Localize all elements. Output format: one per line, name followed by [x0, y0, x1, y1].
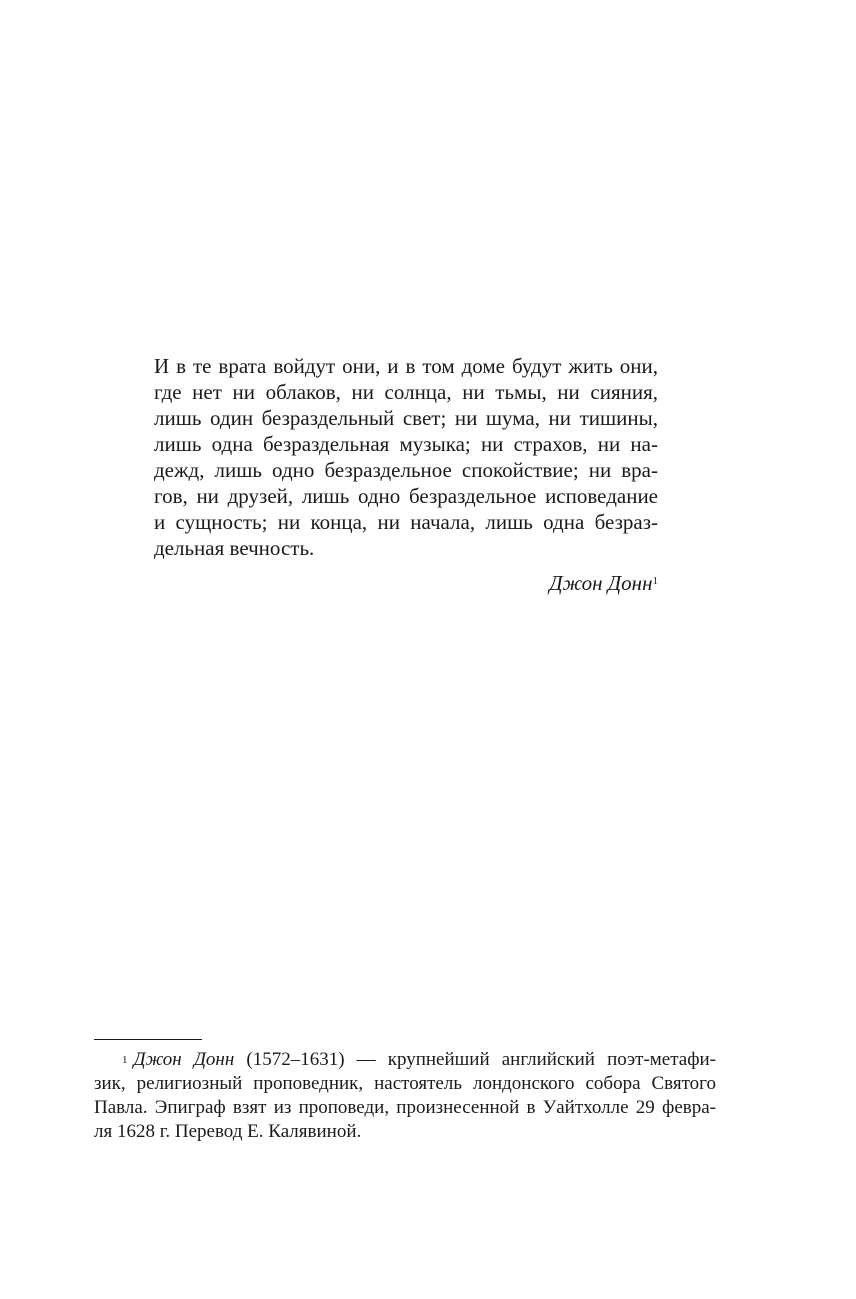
epigraph-line: дельная вечность.	[154, 536, 315, 560]
footnote-reference: 1	[652, 575, 658, 587]
attribution-author: Джон Донн	[549, 571, 653, 595]
footnote	[94, 1048, 716, 1144]
footnote-text: (1572–1631) — крупнейший английский поэт-метафи-	[234, 1049, 717, 1070]
footnote-author: Джон Донн	[133, 1049, 235, 1070]
footnote-line: Павла. Эпиграф взят из проповеди, произнесенной в Уайтхолле 29 февра-	[94, 1097, 716, 1118]
epigraph-line: лишь один безраздельный свет; ни шума, ни тишины,	[154, 406, 658, 430]
footnote-separator	[94, 1039, 202, 1040]
epigraph-line: где нет ни облаков, ни солнца, ни тьмы, ни сияния,	[154, 380, 658, 404]
epigraph-line: лишь одна безраздельная музыка; ни страхов, ни на-	[154, 432, 658, 456]
footnote-line: ля 1628 г. Перевод Е. Калявиной.	[94, 1121, 362, 1142]
epigraph-line: И в те врата войдут они, и в том доме будут жить они,	[154, 354, 658, 378]
epigraph	[154, 353, 658, 596]
epigraph-line: гов, ни друзей, лишь одно безраздельное исповедание	[154, 484, 658, 508]
epigraph-line: дежд, лишь одно безраздельное спокойствие; ни вра-	[154, 458, 658, 482]
footnote-line	[94, 1048, 716, 1072]
epigraph-line: и сущность; ни конца, ни начала, лишь одна безраз-	[154, 510, 658, 534]
epigraph-attribution	[154, 570, 658, 596]
footnote-marker: 1	[122, 1054, 128, 1066]
footnote-line: зик, религиозный проповедник, настоятель лондонского собора Святого	[94, 1073, 716, 1094]
